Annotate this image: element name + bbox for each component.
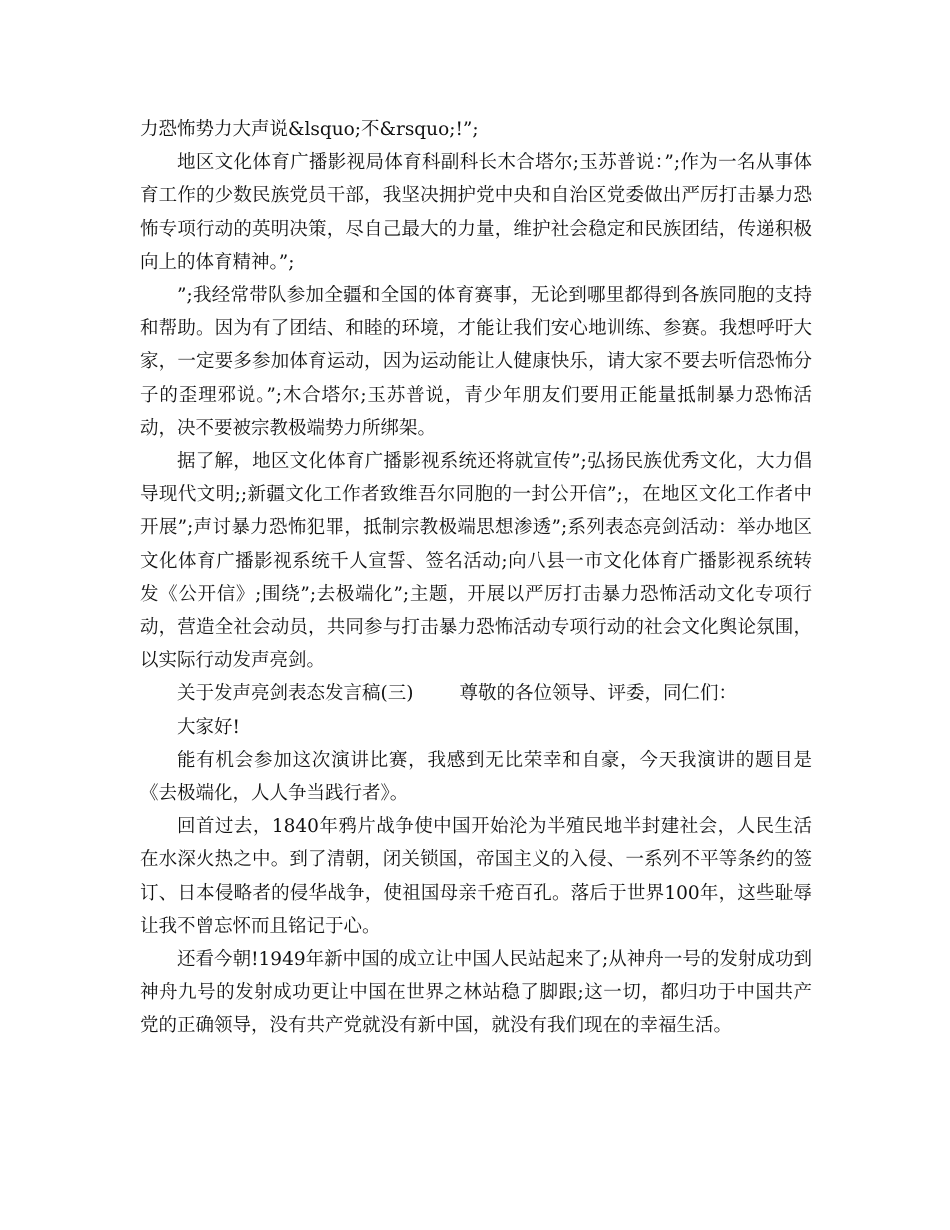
paragraph-topic: 能有机会参加这次演讲比赛，我感到无比荣幸和自豪，今天我演讲的题目是《去极端化，人人争当践行者》。 <box>140 749 812 805</box>
paragraph-history: 回首过去，1840年鸦片战争使中国开始沦为半殖民地半封建社会，人民生活在水深火热之中。到了清朝，闭关锁国，帝国主义的入侵、一系列不平等条约的签订、日本侵略者的侵华战争，使祖国母亲千疮百孔。落后于世界100年，这些耻辱让我不曾忘怀而且铭记于心。 <box>140 816 812 937</box>
paragraph-continuation: 力恐怖势力大声说&lsquo;不&rsquo;!”; <box>140 119 479 140</box>
paragraph-today: 还看今朝!1949年新中国的成立让中国人民站起来了;从神舟一号的发射成功到神舟九号的发射成功更让中国在世界之林站稳了脚跟;这一切，都归功于中国共产党的正确领导，没有共产党就没有新中国，就没有我们现在的幸福生活。 <box>140 949 812 1037</box>
paragraph-sports-events: ”;我经常带队参加全疆和全国的体育赛事，无论到哪里都得到各族同胞的支持和帮助。因为有了团结、和睦的环境，才能让我们安心地训练、参赛。我想呼吁大家，一定要多参加体育运动，因为运动能让人健康快乐，请大家不要去听信恐怖分子的歪理邪说。”;木合塔尔;玉苏普说，青少年朋友们要用正能量抵制暴力恐怖活动，决不要被宗教极端势力所绑架。 <box>140 285 812 439</box>
speech-title: 关于发声亮剑表态发言稿(三) <box>177 683 414 705</box>
speech-greeting: 尊敬的各位领导、评委，同仁们： <box>459 683 737 705</box>
document-page <box>140 113 812 1043</box>
speech-heading <box>140 677 812 710</box>
paragraph-propaganda-plan: 据了解，地区文化体育广播影视系统还将就宣传”;弘扬民族优秀文化，大力倡导现代文明;;新疆文化工作者致维吾尔同胞的一封公开信”;，在地区文化工作者中开展”;声讨暴力恐怖犯罪，抵制宗教极端思想渗透”;系列表态亮剑活动：举办地区文化体育广播影视系统千人宣誓、签名活动;向八县一市文化体育广播影视系统转发《公开信》;围绕”;去极端化”;主题，开展以严厉打击暴力恐怖活动文化专项行动，营造全社会动员，共同参与打击暴力恐怖活动专项行动的社会文化舆论氛围，以实际行动发声亮剑。 <box>140 451 812 672</box>
paragraph-hello: 大家好! <box>177 716 240 738</box>
paragraph-quote-mukhtar: 地区文化体育广播影视局体育科副科长木合塔尔;玉苏普说：”;作为一名从事体育工作的少数民族党员干部，我坚决拥护党中央和自治区党委做出严厉打击暴力恐怖专项行动的英明决策，尽自己最大的力量，维护社会稳定和民族团结，传递积极向上的体育精神。”; <box>140 152 812 273</box>
